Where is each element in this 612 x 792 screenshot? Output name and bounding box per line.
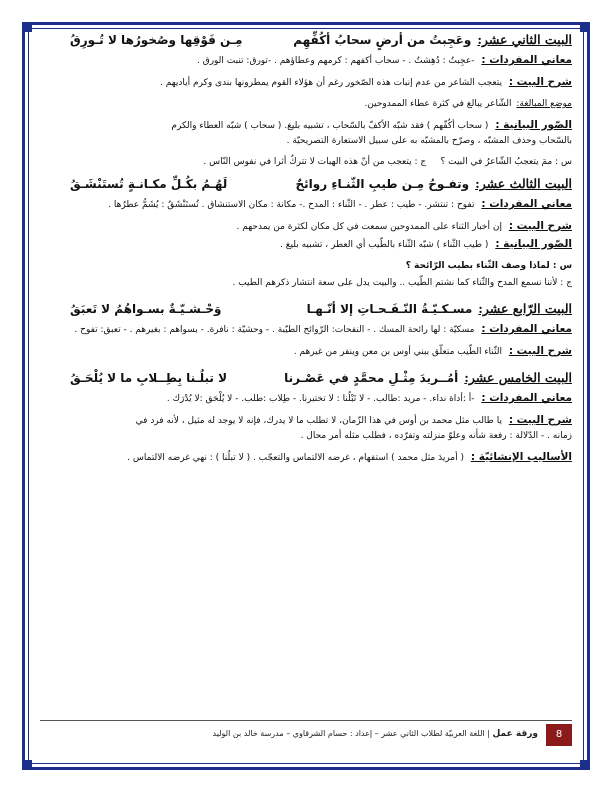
verse-heading: البيت الرّابع عشر:	[478, 301, 572, 316]
styles-text: ( أمريدَ مثل محمد ) استفهام ، غرضه الالتماس والتعجّب . ( لا تبلُنا ) : نهي غرضه الالتماس .	[127, 453, 464, 463]
verse-14-header	[40, 301, 572, 316]
footer-text	[213, 729, 539, 739]
vocabulary-text: مسكيّة : لها رائحة المسك . - النفحات: الرّوائح الطيّبة . - وحشيّة : نافرة. - بسواهم : بغيرهم . - تعبق: تفوح .	[74, 325, 475, 335]
hemistich-second: وَحْـشـيّـةٌ بسـواهُمُ لا تَعبَقُ	[70, 302, 222, 316]
vocabulary-line	[40, 391, 572, 407]
corner-ornament	[580, 760, 590, 770]
hemistich-first: أمُــريدَ مِثْـلِ محمَّدٍ في عَصْـرنا	[284, 371, 459, 385]
answer-line	[40, 276, 572, 291]
vocabulary-text: -أ :أداة نداء. - مريد :طالب. - لا تَبْلُنا : لا تختبرنا. - طِلاب :طلب. - لا يُلْحَق :لا يُدْرَك .	[166, 394, 475, 404]
worksheet-content	[40, 32, 572, 472]
imagery-text: ( سحاب أكُفّهم ) فقد شبّه الأكفّ بالسّحاب ، تشبيه بليغ. ( سحاب ) شبّه العطاء والكرم	[171, 121, 489, 131]
hemistich-second: مِـن فَوْقِها وصُخورُها لا تُـورِقُ	[70, 33, 243, 47]
explanation-line	[40, 344, 572, 360]
hemistich-second: لَهُـمُ بكُـلِّ مكـانـةٍ تُستَنْشَـقُ	[70, 177, 228, 191]
verse-12-header	[40, 32, 572, 47]
explanation-line	[40, 75, 572, 91]
question-line	[40, 259, 572, 274]
question-text: س : ممَ يتعجبُ الشّاعرُ في البيت ؟	[440, 157, 572, 167]
explanation-label: شرح البيت :	[508, 76, 572, 88]
answer-text: ج : لأننا نسمع المدح والثّناء كما نشتم الطّيب .. والبيت يدل على سعة انتشار ذكرهم الطيب .	[232, 278, 572, 288]
styles-label: الأساليب الإنشائيّة :	[470, 451, 572, 463]
footer-credits: | اللغة العربيّة لطلاب الثاني عشر – إعداد : حسام الشرقاوي – مدرسة خالد بن الوليد	[212, 729, 490, 738]
explanation-text: إن أخبار الثناء على الممدوحين سمعت في كل مكان لكثرة من يمدحهم .	[236, 222, 502, 232]
imagery-label: الصّور البيانية :	[495, 119, 572, 131]
verse-heading: البيت الثالث عشر:	[475, 176, 572, 191]
vocabulary-line	[40, 53, 572, 69]
question-answer-line	[40, 155, 572, 170]
vocabulary-text: تفوح : تنتشر. - طيب : عطر . - الثّناء : المدح .- مكانة : مكان الاستنشاق . تُستَنْشَقُ : يُشَمُّ عطرُها .	[108, 200, 475, 210]
answer-text: ج : يتعجب من أنّ هذه الهبات لا تتركُ أثرا في نفوس النّاس .	[203, 157, 427, 167]
exaggeration-label: موضع المبالغة:	[516, 99, 572, 109]
explanation-line	[40, 219, 572, 235]
verse-heading: البيت الثاني عشر:	[477, 32, 572, 47]
vocabulary-line	[40, 197, 572, 213]
imagery-label: الصّور البيانية :	[495, 238, 572, 250]
vocabulary-label: معاني المفردات :	[481, 323, 572, 335]
verse-15-header	[40, 370, 572, 385]
footer-rule	[40, 720, 572, 721]
verse-heading: البيت الخامس عشر:	[464, 370, 572, 385]
styles-line	[40, 450, 572, 466]
imagery-line	[40, 237, 572, 253]
exaggeration-line	[40, 97, 572, 112]
corner-ornament	[580, 22, 590, 32]
hemistich-first: وتفـوحُ مِـن طيبِ الثّنـاءِ روائحٌ	[295, 177, 470, 191]
explanation-text: الثّناء الطّيب متعلّق ببني أوس بن معن وينفر من غيرهم .	[293, 347, 502, 357]
verse-13-header	[40, 176, 572, 191]
explanation-line	[40, 413, 572, 444]
explanation-label: شرح البيت :	[508, 220, 572, 232]
footer-title: ورقة عمل	[492, 729, 538, 739]
explanation-text: يتعجب الشاعر من عدم إنبات هذه الصّخور رغم أن هؤلاء القوم يمطرونها بندى وكرم أياديهم .	[160, 78, 502, 88]
corner-ornament	[22, 760, 32, 770]
vocabulary-label: معاني المفردات :	[481, 392, 572, 404]
hemistich-first: مسـكـيّـةُ النّـفَـحـاتِ إلا أنّـهـا	[306, 302, 473, 316]
vocabulary-text: -عجِبتُ : دُهِشتُ . - سحاب أكفهم : كرمهم وعطاؤهم . -تورق: تنبت الورق .	[196, 56, 475, 66]
page-number: 8	[546, 724, 572, 746]
explanation-text-continued: زمانه . - الدّلالة : رفعة شأنه وعلوّ منزلته وتفرّده ، فطلب مثله أمر محال .	[300, 431, 572, 441]
imagery-text-continued: بالسّحاب وحذف المشبّه ، وصرّح بالمشبّه به على سبيل الاستعارة التصريحيّة .	[286, 136, 572, 146]
question-text: س : لماذا وصف الثّناء بطيب الرّائحة ؟	[405, 261, 572, 271]
imagery-text: ( طيب الثّناء ) شبّه الثّناء بالطّيب أي العطر ، تشبيه بليغ .	[280, 240, 489, 250]
hemistich-second: لا تبلُـنا بِطِــلابِ ما لا يُلْحَـقُ	[70, 371, 228, 385]
explanation-label: شرح البيت :	[508, 414, 572, 426]
corner-ornament	[22, 22, 32, 32]
hemistich-first: وعَجِبتُ من أرضٍ سحابُ أكُفِّهِم	[293, 33, 472, 47]
vocabulary-label: معاني المفردات :	[481, 54, 572, 66]
vocabulary-line	[40, 322, 572, 338]
exaggeration-text: الشّاعر يبالغ في كثرة عطاء الممدوحين.	[364, 99, 512, 109]
explanation-label: شرح البيت :	[508, 345, 572, 357]
page-footer	[40, 720, 572, 742]
vocabulary-label: معاني المفردات :	[481, 198, 572, 210]
imagery-line	[40, 118, 572, 149]
explanation-text: يا طالب مثل محمد بن أوس في هذا الزّمان، لا تطلب ما لا يدرك، فإنه لا يوجد له مثيل ، لأنه فرد في	[135, 416, 502, 426]
